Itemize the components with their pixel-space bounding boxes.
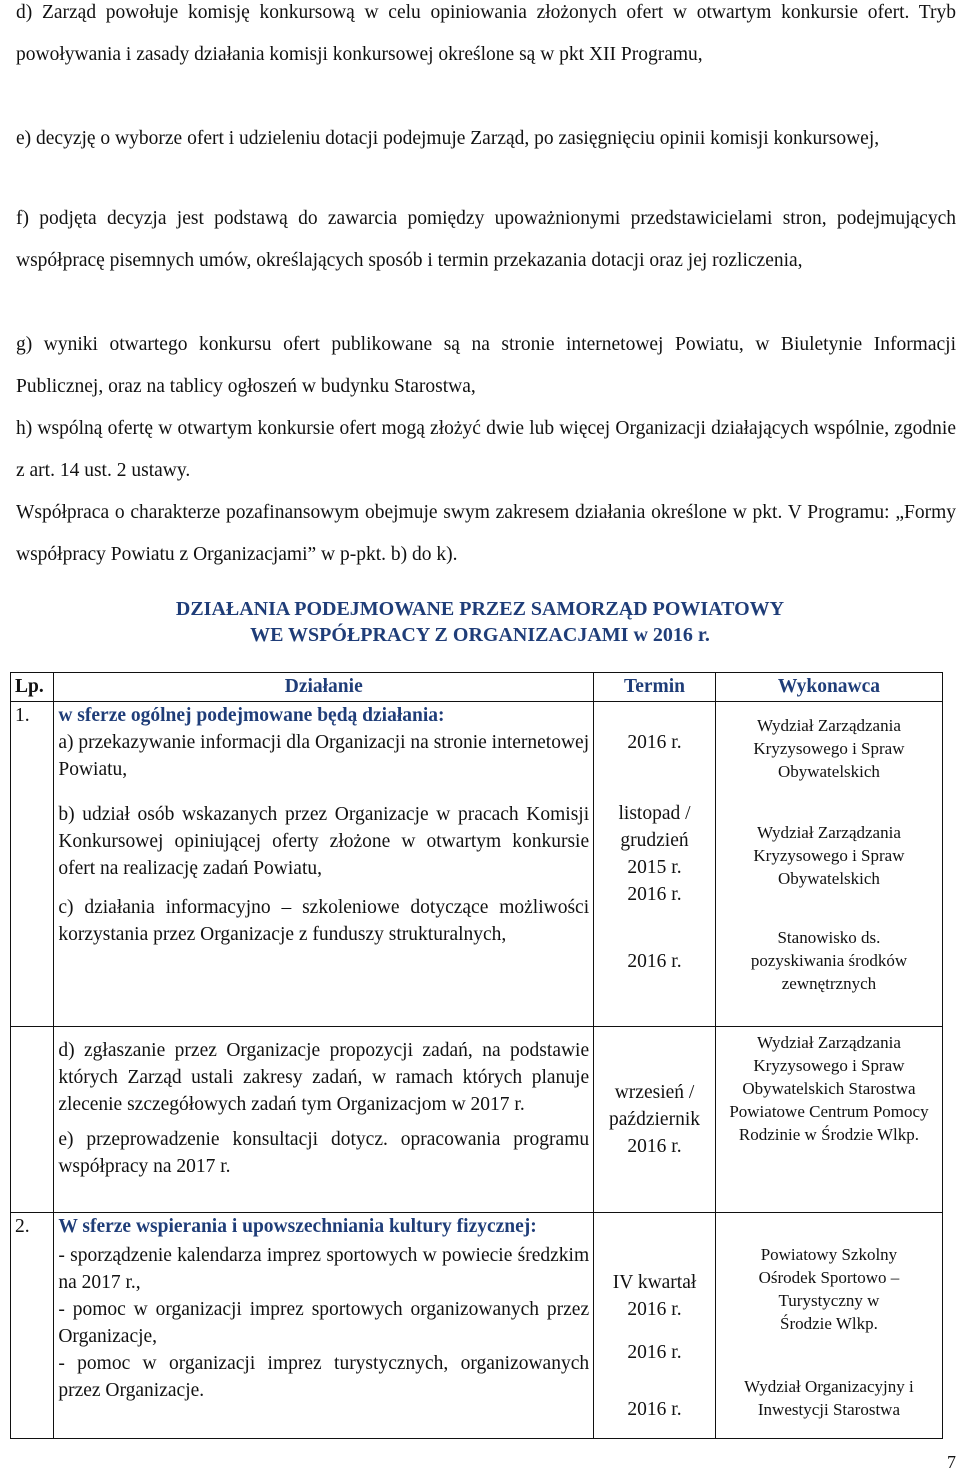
paragraph-f: f) podjęta decyzja jest podstawą do zawarcia pomiędzy upoważnionymi przedstawicielami stron, podejmujących współpracę pisemnych umów, określających sposób i termin przekazania dotacji oraz jej rozliczenia, [16, 208, 956, 271]
termin-b-2016: 2016 r. [627, 884, 682, 905]
paragraph-h: h) wspólną ofertę w otwartym konkursie ofert mogą złożyć dwie lub więcej Organizacji działających wspólnie, zgodnie z art. 14 ust. 2 ustawy. [16, 418, 956, 481]
termin-2-3: 2016 r. [627, 1399, 682, 1420]
action-a: a) przekazywanie informacji dla Organizacji na stronie internetowej Powiatu, [58, 732, 590, 780]
termin-cell [594, 1027, 716, 1213]
wykonawca-c: Stanowisko ds. pozyskiwania środków zewnętrznych [750, 928, 908, 993]
wykonawca-2-1: Powiatowy Szkolny Ośrodek Sportowo – Turystyczny w Środzie Wlkp. [758, 1245, 900, 1333]
action-2-3: - pomoc w organizacji imprez turystycznych, organizowanych przez Organizacje. [58, 1353, 590, 1401]
wykonawca-2-3: Wydział Organizacyjny i Inwestycji Starostwa [744, 1377, 914, 1419]
header-lp: Lp. [11, 673, 54, 702]
table-header-row [11, 673, 943, 702]
row-number [11, 1027, 54, 1213]
row-title: W sferze wspierania i upowszechniania kultury fizycznej: [58, 1216, 537, 1237]
termin-b-2015: 2015 r. [627, 857, 682, 878]
termin-2-1a: IV kwartał [612, 1272, 697, 1293]
row-number: 2. [11, 1213, 54, 1439]
paragraph-e: e) decyzję o wyborze ofert i udzieleniu dotacji podejmuje Zarząd, po zasięgnięciu opinii komisji konkursowej, [16, 128, 880, 149]
row-title: w sferze ogólnej podejmowane będą działania: [58, 705, 445, 726]
table-row [11, 702, 943, 1027]
header-dzialanie: Działanie [54, 673, 594, 702]
termin-2-2: 2016 r. [627, 1342, 682, 1363]
table-row [11, 1213, 943, 1439]
page-number: 7 [947, 1452, 956, 1472]
table-row [11, 1027, 943, 1213]
action-c: c) działania informacyjno – szkoleniowe dotyczące możliwości korzystania przez Organizacje z funduszy strukturalnych, [58, 897, 590, 945]
termin-2-1b: 2016 r. [627, 1299, 682, 1320]
termin-b-months: listopad / grudzień [618, 803, 691, 851]
wykonawca-d: Wydział Zarządzania Kryzysowego i Spraw Obywatelskich Starostwa Powiatowe Centrum Pomocy Rodzinie w Środzie Wlkp. [729, 1033, 929, 1144]
paragraph-g: g) wyniki otwartego konkursu ofert publikowane są na stronie internetowej Powiatu, w Biuletynie Informacji Publicznej, oraz na tablicy ogłoszeń w budynku Starostwa, [16, 334, 956, 397]
action-2-1: - sporządzenie kalendarza imprez sportowych w powiecie średzkim na 2017 r., [58, 1245, 590, 1293]
header-wykonawca: Wykonawca [715, 673, 942, 702]
termin-d-year: 2016 r. [627, 1136, 682, 1157]
termin-cell [594, 1213, 716, 1439]
action-e: e) przeprowadzenie konsultacji dotycz. opracowania programu współpracy na 2017 r. [58, 1129, 590, 1177]
action-d: d) zgłaszanie przez Organizacje propozycji zadań, na podstawie których Zarząd ustali zakresy zadań, w ramach których planuje zlecenie szczegółowych zadań tym Organizacjom w 2017 r. [58, 1040, 590, 1115]
action-b: b) udział osób wskazanych przez Organizacje w pracach Komisji Konkursowej opiniującej oferty złożone w otwartym konkursie ofert na realizację zadań Powiatu, [58, 804, 590, 879]
termin-a: 2016 r. [627, 732, 682, 753]
termin-d-months: wrzesień / październik [609, 1082, 700, 1130]
action-cell [54, 1027, 594, 1213]
row-number: 1. [11, 702, 54, 1027]
wykonawca-b: Wydział Zarządzania Kryzysowego i Spraw Obywatelskich [753, 823, 905, 888]
action-cell [54, 1213, 594, 1439]
section-heading-line1: DZIAŁANIA PODEJMOWANE PRZEZ SAMORZĄD POWIATOWY [175, 598, 785, 620]
termin-cell [594, 702, 716, 1027]
wykonawca-cell [715, 1027, 942, 1213]
header-termin: Termin [594, 673, 716, 702]
termin-c: 2016 r. [627, 951, 682, 972]
actions-table [10, 672, 943, 1439]
action-cell [54, 702, 594, 1027]
wykonawca-a: Wydział Zarządzania Kryzysowego i Spraw Obywatelskich [753, 716, 905, 781]
wykonawca-cell [715, 702, 942, 1027]
action-2-2: - pomoc w organizacji imprez sportowych organizowanych przez Organizacje, [58, 1299, 590, 1347]
wykonawca-cell [715, 1213, 942, 1439]
paragraph-d: d) Zarząd powołuje komisję konkursową w celu opiniowania złożonych ofert w otwartym konkursie ofert. Tryb powoływania i zasady działania komisji konkursowej określone są w pkt XII Programu, [16, 2, 956, 65]
section-heading-line2: WE WSPÓŁPRACY Z ORGANIZACJAMI w 2016 r. [250, 624, 710, 646]
paragraph-cooperation: Współpraca o charakterze pozafinansowym obejmuje swym zakresem działania określone w pkt. V Programu: „Formy współpracy Powiatu z Organizacjami” w p-pkt. b) do k). [16, 502, 956, 565]
